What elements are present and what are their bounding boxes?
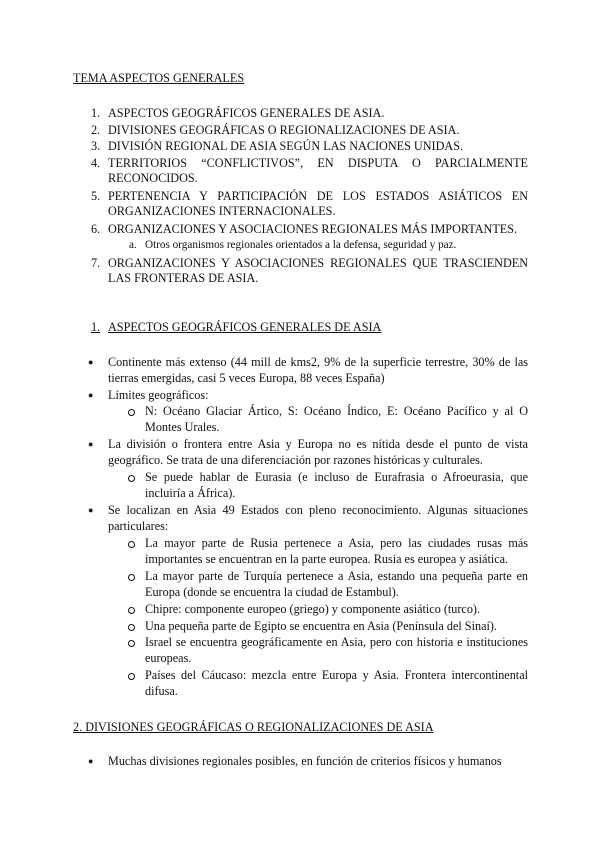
bullet-dot: ●	[88, 390, 94, 400]
sub-bullet-circle	[128, 409, 135, 416]
sub-paragraph-line: La mayor parte de Turquía pertenece a Asia, estando una pequeña parte en	[145, 569, 528, 583]
sub-paragraph-line: Países del Cáucaso: mezcla entre Europa y Asia. Frontera intercontinental	[145, 668, 528, 682]
toc-number: 4.	[91, 156, 101, 170]
document-title: TEMA ASPECTOS GENERALES	[73, 71, 245, 85]
toc-item: PERTENENCIA Y PARTICIPACIÓN DE LOS ESTADOS ASIÁTICOS EN	[108, 189, 528, 203]
sub-bullet-circle	[128, 640, 135, 647]
sub-paragraph-line: La mayor parte de Rusia pertenece a Asia, pero las ciudades rusas más	[145, 536, 528, 550]
bullet-dot: ●	[88, 505, 94, 515]
paragraph-line: particulares:	[108, 519, 169, 533]
paragraph-line: Límites geográficos:	[108, 388, 209, 402]
toc-item: ORGANIZACIONES Y ASOCIACIONES REGIONALES QUE TRASCIENDEN	[108, 256, 528, 270]
sub-paragraph-line: Europa (donde se encuentra la ciudad de Estambul).	[145, 585, 399, 599]
bullet-dot: ●	[88, 357, 94, 367]
toc-item: DIVISIONES GEOGRÁFICAS O REGIONALIZACIONES DE ASIA.	[108, 123, 460, 137]
toc-item-continued: LAS FRONTERAS DE ASIA.	[108, 271, 259, 285]
paragraph-line: tierras emergidas, casi 5 veces Europa, 88 veces España)	[108, 371, 385, 385]
toc-item: DIVISIÓN REGIONAL DE ASIA SEGÚN LAS NACIONES UNIDAS.	[108, 139, 464, 153]
sub-bullet-circle	[128, 624, 135, 631]
toc-item-continued: RECONOCIDOS.	[108, 171, 198, 185]
bullet-dot: ●	[88, 439, 94, 449]
sub-paragraph-line: europeas.	[145, 651, 192, 665]
toc-number: 6.	[91, 222, 101, 236]
sub-paragraph-line: Israel se encuentra geográficamente en Asia, pero con historia e instituciones	[145, 635, 528, 649]
toc-item: ORGANIZACIONES Y ASOCIACIONES REGIONALES MÁS IMPORTANTES.	[108, 222, 518, 236]
sub-paragraph-line: incluiría a África).	[145, 486, 236, 500]
toc-item: ASPECTOS GEOGRÁFICOS GENERALES DE ASIA.	[108, 106, 385, 120]
toc-number: 2.	[91, 123, 101, 137]
sub-bullet-circle	[128, 574, 135, 581]
sub-bullet-circle	[128, 541, 135, 548]
toc-number: 5.	[91, 189, 101, 203]
paragraph-line: Continente más extenso (44 mill de kms2, 9% de la superficie terrestre, 30% de las	[108, 355, 528, 369]
sub-bullet-circle	[128, 607, 135, 614]
toc-number: 7.	[91, 256, 101, 270]
sub-paragraph-line: importantes se encuentran en la parte europea. Rusia es europea y asiática.	[145, 552, 509, 566]
sub-paragraph-line: difusa.	[145, 684, 178, 698]
toc-number: 1.	[91, 106, 101, 120]
toc-number: 3.	[91, 139, 101, 153]
toc-item: TERRITORIOS “CONFLICTIVOS”, EN DISPUTA O PARCIALMENTE	[108, 156, 528, 170]
section-number: 1.	[91, 320, 101, 334]
sub-paragraph-line: N: Océano Glaciar Ártico, S: Océano Índico, E: Océano Pacífico y al O	[145, 404, 528, 418]
section-heading: 2. DIVISIONES GEOGRÁFICAS O REGIONALIZACIONES DE ASIA	[73, 720, 434, 734]
sub-paragraph-line: Chipre: componente europeo (griego) y componente asiático (turco).	[145, 602, 481, 616]
paragraph-line: Se localizan en Asia 49 Estados con pleno reconocimiento. Algunas situaciones	[108, 503, 528, 517]
toc-subitem: Otros organismos regionales orientados a la defensa, seguridad y paz.	[145, 239, 457, 251]
sub-bullet-circle	[128, 475, 135, 482]
toc-subitem-letter: a.	[129, 239, 137, 251]
paragraph-line: Muchas divisiones regionales posibles, en función de criterios físicos y humanos	[108, 754, 502, 768]
section-heading: ASPECTOS GEOGRÁFICOS GENERALES DE ASIA	[108, 320, 382, 334]
sub-paragraph-line: Una pequeña parte de Egipto se encuentra en Asia (Península del Sinaí).	[145, 619, 497, 633]
sub-paragraph-line: Montes Urales.	[145, 420, 220, 434]
bullet-dot: ●	[88, 756, 94, 766]
sub-paragraph-line: Se puede hablar de Eurasia (e incluso de Eurafrasia o Afroeurasia, que	[145, 470, 528, 484]
paragraph-line: geográfico. Se trata de una diferenciación por razones históricas y culturales.	[108, 453, 483, 467]
sub-bullet-circle	[128, 673, 135, 680]
paragraph-line: La división o frontera entre Asia y Europa no es nítida desde el punto de vista	[108, 437, 528, 451]
toc-item-continued: ORGANIZACIONES INTERNACIONALES.	[108, 204, 336, 218]
